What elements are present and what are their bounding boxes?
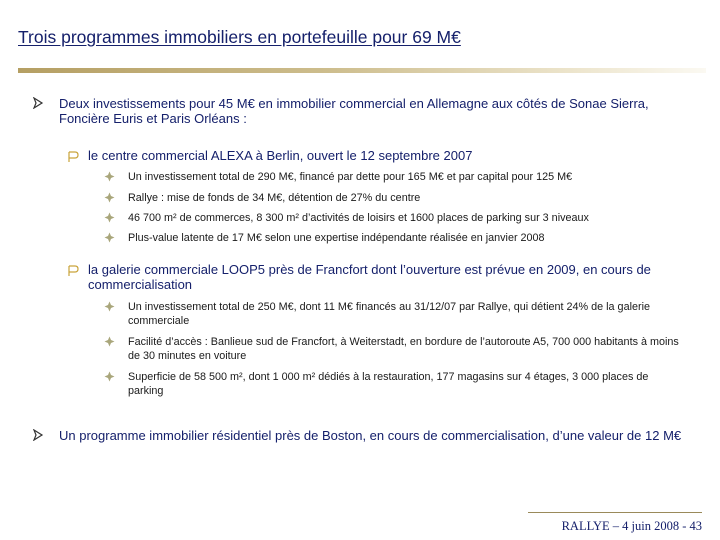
diamond-flower-icon [104, 336, 115, 347]
diamond-flower-icon [104, 371, 115, 382]
detail-text: Un investissement total de 290 M€, financé par dette pour 165 M€ et par capital pour 125 M€ [128, 171, 573, 183]
pointing-hand-icon [67, 150, 80, 164]
diamond-flower-icon [104, 171, 115, 182]
footer-rule [528, 512, 702, 513]
arrowhead-icon [32, 429, 44, 441]
diamond-flower-icon [104, 301, 115, 312]
detail-text: Plus-value latente de 17 M€ selon une expertise indépendante réalisée en janvier 2008 [128, 232, 545, 244]
diamond-flower-icon [104, 232, 115, 243]
slide-title: Trois programmes immobiliers en portefeuille pour 69 M€ [18, 27, 461, 47]
detail-text: Facilité d’accès : Banlieue sud de Francfort, à Weiterstadt, en bordure de l’autoroute A5, 700 000 habitants à moins de 30 minutes en voiture [128, 336, 679, 362]
diamond-flower-icon [104, 212, 115, 223]
detail-text: 46 700 m² de commerces, 8 300 m² d’activités de loisirs et 1600 places de parking sur 3 niveaux [128, 212, 589, 224]
bullet-text: Deux investissements pour 45 M€ en immobilier commercial en Allemagne aux côtés de Sonae Sierra, Foncière Euris et Paris Orléans : [59, 96, 649, 126]
pointing-hand-icon [67, 264, 80, 278]
bullet-text: la galerie commerciale LOOP5 près de Francfort dont l’ouverture est prévue en 2009, en cours de commercialisation [88, 262, 651, 292]
detail-text: Un investissement total de 250 M€, dont 11 M€ financés au 31/12/07 par Rallye, qui détient 24% de la galerie commerciale [128, 301, 650, 327]
bullet-text: Un programme immobilier résidentiel près de Boston, en cours de commercialisation, d’une valeur de 12 M€ [59, 428, 682, 443]
footer-text: RALLYE – 4 juin 2008 - 43 [561, 519, 702, 533]
arrowhead-icon [32, 97, 44, 109]
diamond-flower-icon [104, 192, 115, 203]
detail-text: Superficie de 58 500 m², dont 1 000 m² dédiés à la restauration, 177 magasins sur 4 étages, 3 000 places de parking [128, 371, 649, 397]
bullet-text: le centre commercial ALEXA à Berlin, ouvert le 12 septembre 2007 [88, 148, 473, 163]
title-rule [18, 68, 706, 73]
detail-text: Rallye : mise de fonds de 34 M€, détention de 27% du centre [128, 192, 421, 204]
